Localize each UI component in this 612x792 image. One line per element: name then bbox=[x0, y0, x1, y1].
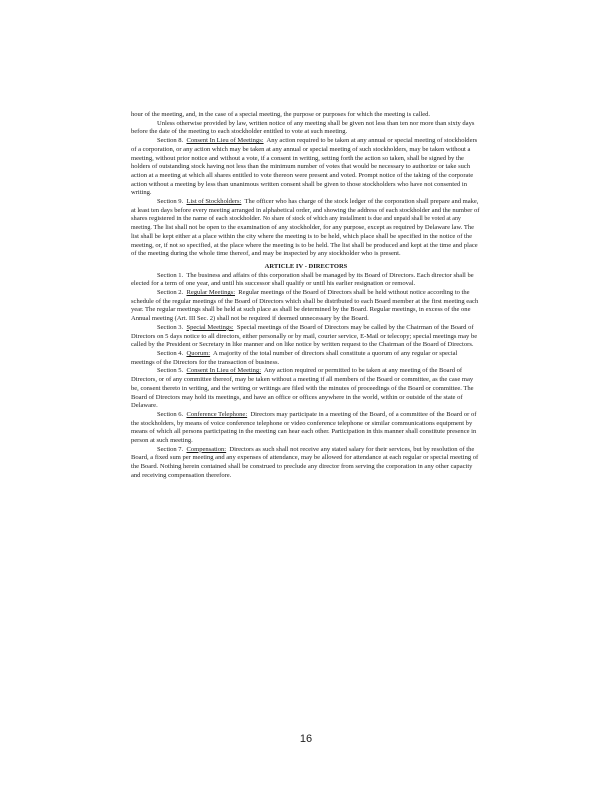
section-title: Regular Meetings: bbox=[186, 289, 236, 297]
article4-section-4 bbox=[131, 350, 481, 367]
body-text bbox=[131, 111, 481, 481]
section-body: Regular meetings of the Board of Directors shall be held without notice according to the schedule of the regular meetings of the Board of Directors which shall be distributed to each Board member at the first meeting each year. The regular meetings shall be held at such place as shall be determined by the Board. Regular meetings, in excess of the one Annual meeting (Art. III Sec. 2) shall not be required if deemed unnecessary by the Board. bbox=[131, 289, 479, 323]
article3-section-8 bbox=[131, 137, 481, 198]
continued-paragraph: hour of the meeting, and, in the case of a special meeting, the purpose or purposes for which the meeting is called. bbox=[131, 111, 431, 118]
article4-section-2 bbox=[131, 289, 481, 324]
section-number: Section 9. bbox=[157, 198, 184, 206]
section-title: Quorum: bbox=[186, 349, 211, 357]
article4-section-5 bbox=[131, 367, 481, 411]
section-number: Section 4. bbox=[157, 349, 184, 357]
section-number: Section 5. bbox=[157, 367, 184, 375]
section-title: Special Meetings: bbox=[186, 323, 234, 331]
section-body: Any action required to be taken at any annual or special meeting of stockholders of a corporation, or any action which may be taken at any annual or special meeting of such stockholders, may be taken without a meeting, without prior notice and without a vote, if a consent in writing, setting forth the action so taken, shall be signed by the holders of outstanding stock having not less than the minimum number of votes that would be necessary to authorize or take such action at a meeting at which all shares entitled to vote thereon were present and voted. Prompt notice of the taking of the corporate action without a meeting by less than unanimous written consent shall be given to those stockholders who have not consented in writing. bbox=[131, 137, 478, 197]
section-body: Directors as such shall not receive any stated salary for their services, but by resolution of the Board, a fixed sum per meeting and any expenses of attendance, may be allowed for attendance at each regular or special meeting of the Board. Nothing herein contained shall be construed to preclude any director from serving the corporation in any other capacity and receiving compensation therefore. bbox=[131, 445, 479, 479]
section-number: Section 6. bbox=[157, 410, 184, 418]
section-body: Any action required or permitted to be taken at any meeting of the Board of Directors, or of any committee thereof, may be taken without a meeting if all members of the Board or committee, as the case may be, consent thereto in writing, and the writing or writings are filed with the minutes of proceedings of the Board or committee. The Board of Directors may hold its meetings, and have an office or offices anywhere in the world, within or outside of the state of Delaware. bbox=[131, 367, 474, 410]
section-title: Conference Telephone: bbox=[186, 410, 248, 418]
article-heading: ARTICLE IV - DIRECTORS bbox=[264, 262, 348, 270]
section-title: List of Stockholders: bbox=[186, 198, 242, 206]
section-body-continued: The list shall not be open to the examination of any stockholder, for any purpose, except as required by Delaware law. The list shall be kept either at a place within the city where the meeting is to be held, which place shall be specified in the notice of the meeting, or, if not so specified, at the place where the meeting is to be held. The list shall be produced and kept at the time and place of the meeting during the whole time thereof, and may be inspected by any stockholder who is present. bbox=[131, 224, 478, 258]
section-body: Directors may participate in a meeting of the Board, of a committee of the Board or of the stockholders, by means of voice conference telephone or video conference telephone or similar communications equipment by means of which all persons participating in the meeting can hear each other. Participation in this manner shall constitute presence in person at such meeting. bbox=[131, 410, 477, 445]
article4-section-6 bbox=[131, 411, 481, 446]
section-title: Consent In Lieu of Meetings: bbox=[186, 137, 264, 145]
section-body-small: No share of stock of which any installment is due and unpaid shall be voted at any meeting. bbox=[131, 216, 461, 232]
section-body: The officer who has charge of the stock ledger of the corporation shall prepare and make, at least ten days before every meeting arranged in alphabetical order, and showing the address of each stockholder and the number of shares registered in the name of each stockholder. bbox=[131, 198, 480, 223]
page-number: 16 bbox=[299, 733, 313, 745]
section-title: Compensation: bbox=[186, 445, 227, 453]
section-number: Section 7. bbox=[157, 445, 184, 453]
section-body: The business and affairs of this corporation shall be managed by its Board of Directors. Each director shall be elected for a term of one year, and until his successor shall qualify or until his earlier resignation or removal. bbox=[131, 271, 474, 288]
section-number: Section 8. bbox=[157, 137, 184, 145]
section-body: A majority of the total number of directors shall constitute a quorum of any regular or special meetings of the Directors for the transaction of business. bbox=[131, 349, 458, 366]
notice-paragraph: Unless otherwise provided by law, written notice of any meeting shall be given not less than ten nor more than sixty days before the date of the meeting to each stockholder entitled to vote at such meeting. bbox=[131, 119, 475, 136]
section-number: Section 3. bbox=[157, 323, 184, 331]
article3-section-9 bbox=[131, 198, 481, 259]
article4-section-1 bbox=[131, 272, 481, 289]
article4-section-3 bbox=[131, 324, 481, 350]
section-body: Special meetings of the Board of Directors may be called by the Chairman of the Board of Directors on 5 days notice to all directors, either personally or by mail, courier service, E-Mail or telecopy; special meetings may be called by the President or Secretary in like manner and on like notice by written request to the Chairman of the Board of Directors. bbox=[131, 323, 478, 349]
section-title: Consent In Lieu of Meeting: bbox=[186, 367, 262, 375]
article4-section-7 bbox=[131, 446, 481, 481]
section-number: Section 2. bbox=[157, 289, 184, 297]
section-number: Section 1. bbox=[157, 271, 184, 279]
